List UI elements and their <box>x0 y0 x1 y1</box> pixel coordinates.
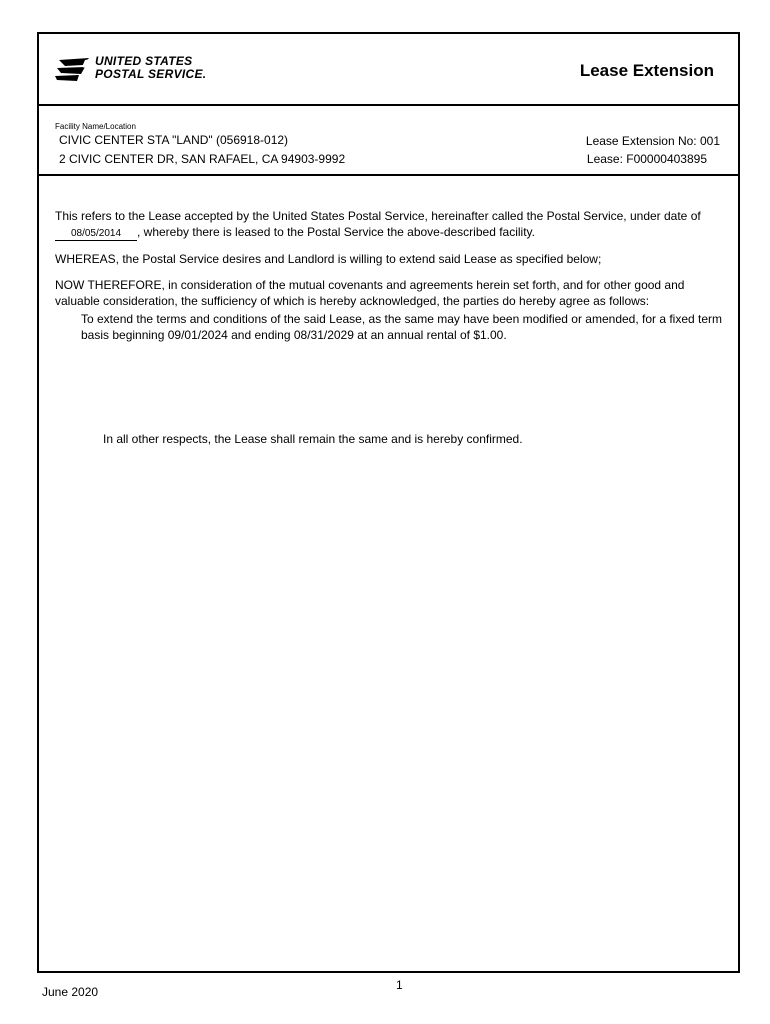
p1-end: , whereby there is leased to the Postal Service the above-described facility. <box>137 225 535 239</box>
logo-line2: POSTAL SERVICE. <box>95 67 207 81</box>
lease-number: Lease: F00000403895 <box>586 152 707 166</box>
usps-logo <box>55 52 225 88</box>
facility-label: Facility Name/Location <box>55 122 136 131</box>
page-number: 1 <box>396 978 403 992</box>
eagle-icon <box>55 56 91 82</box>
paragraph-whereas: WHEREAS, the Postal Service desires and Landlord is willing to extend said Lease as specified below; <box>55 252 602 266</box>
logo-text <box>95 55 206 81</box>
body-text <box>55 208 727 343</box>
logo-line1: UNITED STATES <box>95 54 193 68</box>
lease-date-field: 08/05/2014 <box>55 228 137 241</box>
facility-address: 2 CIVIC CENTER DR, SAN RAFAEL, CA 94903-9992 <box>59 152 346 166</box>
p1-start: This refers to the Lease accepted by the United States Postal Service, hereinafter called the Postal Service, under date of <box>55 209 701 223</box>
lease-extension-number: Lease Extension No: 001 <box>585 134 720 148</box>
paragraph-extension-terms: To extend the terms and conditions of the said Lease, as the same may have been modified or amended, for a fixed term basis beginning 09/01/2024 and ending 08/31/2029 at an annual rental of $1.00. <box>81 312 723 342</box>
document-frame <box>37 32 740 973</box>
paragraph-lease-reference <box>55 208 727 241</box>
facility-section <box>39 106 738 176</box>
document-title: Lease Extension <box>579 61 714 80</box>
paragraph-confirmation: In all other respects, the Lease shall remain the same and is hereby confirmed. <box>103 432 523 446</box>
facility-name: CIVIC CENTER STA "LAND" (056918-012) <box>59 133 289 147</box>
paragraph-now-therefore: NOW THEREFORE, in consideration of the mutual covenants and agreements herein set forth, and for other good and valuable consideration, the sufficiency of which is hereby acknowledged, the parties do hereby agree as follows: <box>55 278 685 308</box>
header <box>39 34 738 106</box>
footer-date: June 2020 <box>42 985 99 999</box>
